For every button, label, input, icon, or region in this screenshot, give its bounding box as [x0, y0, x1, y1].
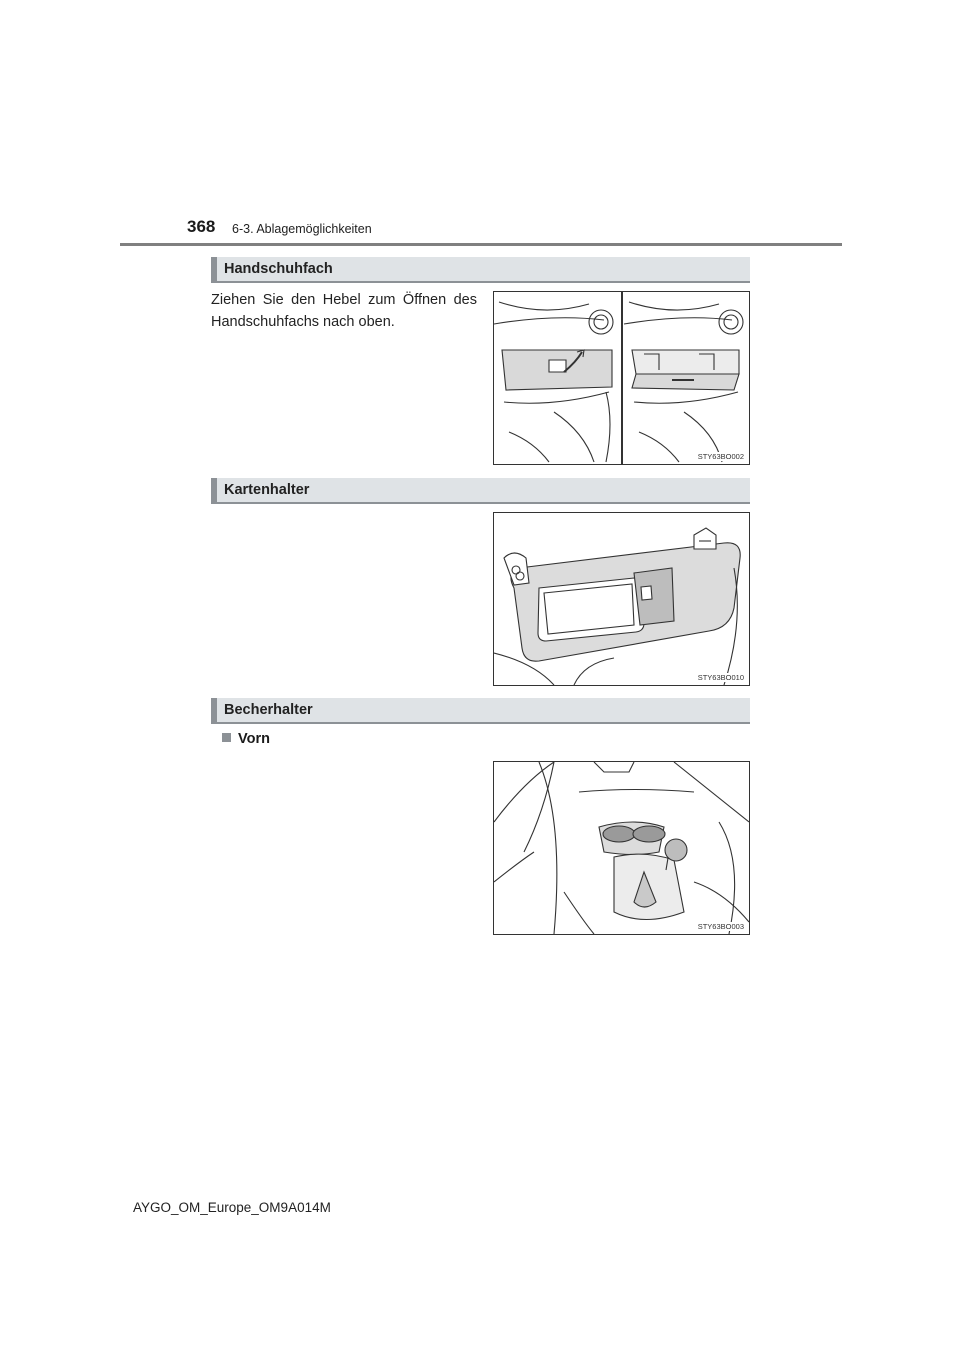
- subheading-front: [222, 731, 270, 747]
- section-heading-handschuhfach: [211, 257, 750, 283]
- section-marker: [211, 478, 217, 502]
- glovebox-instruction: Ziehen Sie den Hebel zum Öffnen des Handschuhfachs nach oben.: [211, 292, 477, 330]
- section-heading-becherhalter: [211, 698, 750, 724]
- section-title: Becherhalter: [224, 702, 313, 718]
- section-heading-kartenhalter: [211, 478, 750, 504]
- subheading-label: Vorn: [238, 731, 270, 747]
- cup-holder-illustration: [494, 762, 749, 934]
- sun-visor-illustration: [494, 513, 749, 685]
- section-marker: [211, 257, 217, 281]
- chapter-title: 6-3. Ablagemöglichkeiten: [232, 222, 372, 236]
- section-marker: [211, 698, 217, 722]
- section-title: Kartenhalter: [224, 482, 310, 498]
- section-title: Handschuhfach: [224, 261, 333, 277]
- figure-code: STY63BO003: [697, 922, 744, 931]
- square-bullet-icon: [222, 733, 231, 742]
- glovebox-illustration: [494, 292, 749, 464]
- header-rule: [120, 243, 842, 246]
- footer-doc-code: AYGO_OM_Europe_OM9A014M: [133, 1200, 331, 1215]
- figure-code: STY63BO002: [697, 452, 744, 461]
- card-holder-figure: [493, 512, 750, 686]
- glovebox-figure: [493, 291, 750, 465]
- cup-holder-figure: [493, 761, 750, 935]
- figure-code: STY63BO010: [697, 673, 744, 682]
- page-number: 368: [187, 217, 216, 236]
